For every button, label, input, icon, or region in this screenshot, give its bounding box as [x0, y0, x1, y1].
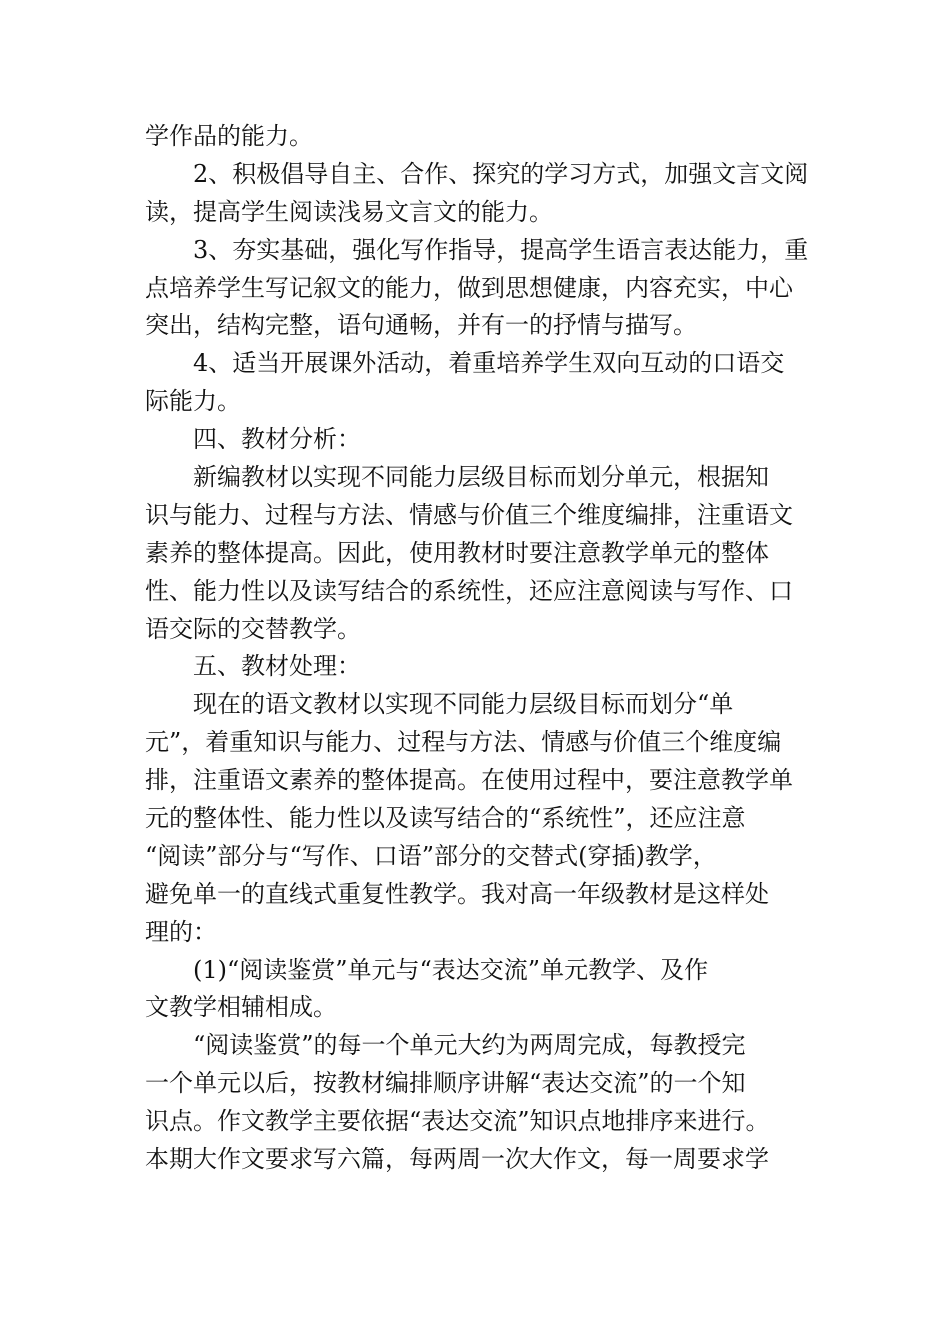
- document-body: [145, 118, 815, 1179]
- text-line: “阅读”部分与“写作、口语”部分的交替式(穿插)教学，: [145, 841, 717, 870]
- text-line: 元的整体性、能力性以及读写结合的“系统性”，还应注意: [145, 804, 746, 833]
- text-line: 读，提高学生阅读浅易文言文的能力。: [145, 197, 553, 226]
- text-line: (1)“阅读鉴赏”单元与“表达交流”单元教学、及作: [193, 955, 709, 984]
- text-line: 素养的整体提高。因此，使用教材时要注意教学单元的整体: [145, 538, 769, 567]
- text-line: 排，注重语文素养的整体提高。在使用过程中，要注意教学单: [145, 766, 793, 795]
- text-line: 避免单一的直线式重复性教学。我对高一年级教材是这样处: [145, 879, 769, 908]
- section-heading: 四、教材分析：: [193, 425, 361, 454]
- text-line: 学作品的能力。: [145, 122, 313, 150]
- section-heading: 五、教材处理：: [193, 652, 361, 681]
- text-line: 现在的语文教材以实现不同能力层级目标而划分“单: [193, 690, 734, 719]
- text-line: 性、能力性以及读写结合的系统性，还应注意阅读与写作、口: [145, 576, 793, 605]
- text-line: 本期大作文要求写六篇，每两周一次大作文，每一周要求学: [145, 1145, 769, 1174]
- text-line: 识与能力、过程与方法、情感与价值三个维度编排，注重语文: [145, 500, 793, 529]
- text-line: 2、积极倡导自主、合作、探究的学习方式，加强文言文阅: [193, 159, 809, 188]
- text-line: 际能力。: [145, 387, 241, 416]
- text-line: 元”，着重知识与能力、过程与方法、情感与价值三个维度编: [145, 728, 782, 757]
- text-line: 文教学相辅相成。: [145, 993, 337, 1022]
- text-line: 突出，结构完整，语句通畅，并有一的抒情与描写。: [145, 311, 697, 340]
- text-line: 语交际的交替教学。: [145, 614, 361, 643]
- text-line: 3、夯实基础，强化写作指导，提高学生语言表达能力，重: [193, 235, 809, 264]
- text-line: 4、适当开展课外活动，着重培养学生双向互动的口语交: [193, 349, 785, 378]
- text-line: 点培养学生写记叙文的能力，做到思想健康，内容充实，中心: [145, 273, 793, 302]
- text-line: 一个单元以后，按教材编排顺序讲解“表达交流”的一个知: [145, 1069, 746, 1098]
- text-line: 理的：: [145, 917, 217, 946]
- text-line: “阅读鉴赏”的每一个单元大约为两周完成，每教授完: [193, 1031, 746, 1060]
- text-line: 识点。作文教学主要依据“表达交流”知识点地排序来进行。: [145, 1107, 770, 1136]
- text-line: 新编教材以实现不同能力层级目标而划分单元，根据知: [193, 463, 769, 492]
